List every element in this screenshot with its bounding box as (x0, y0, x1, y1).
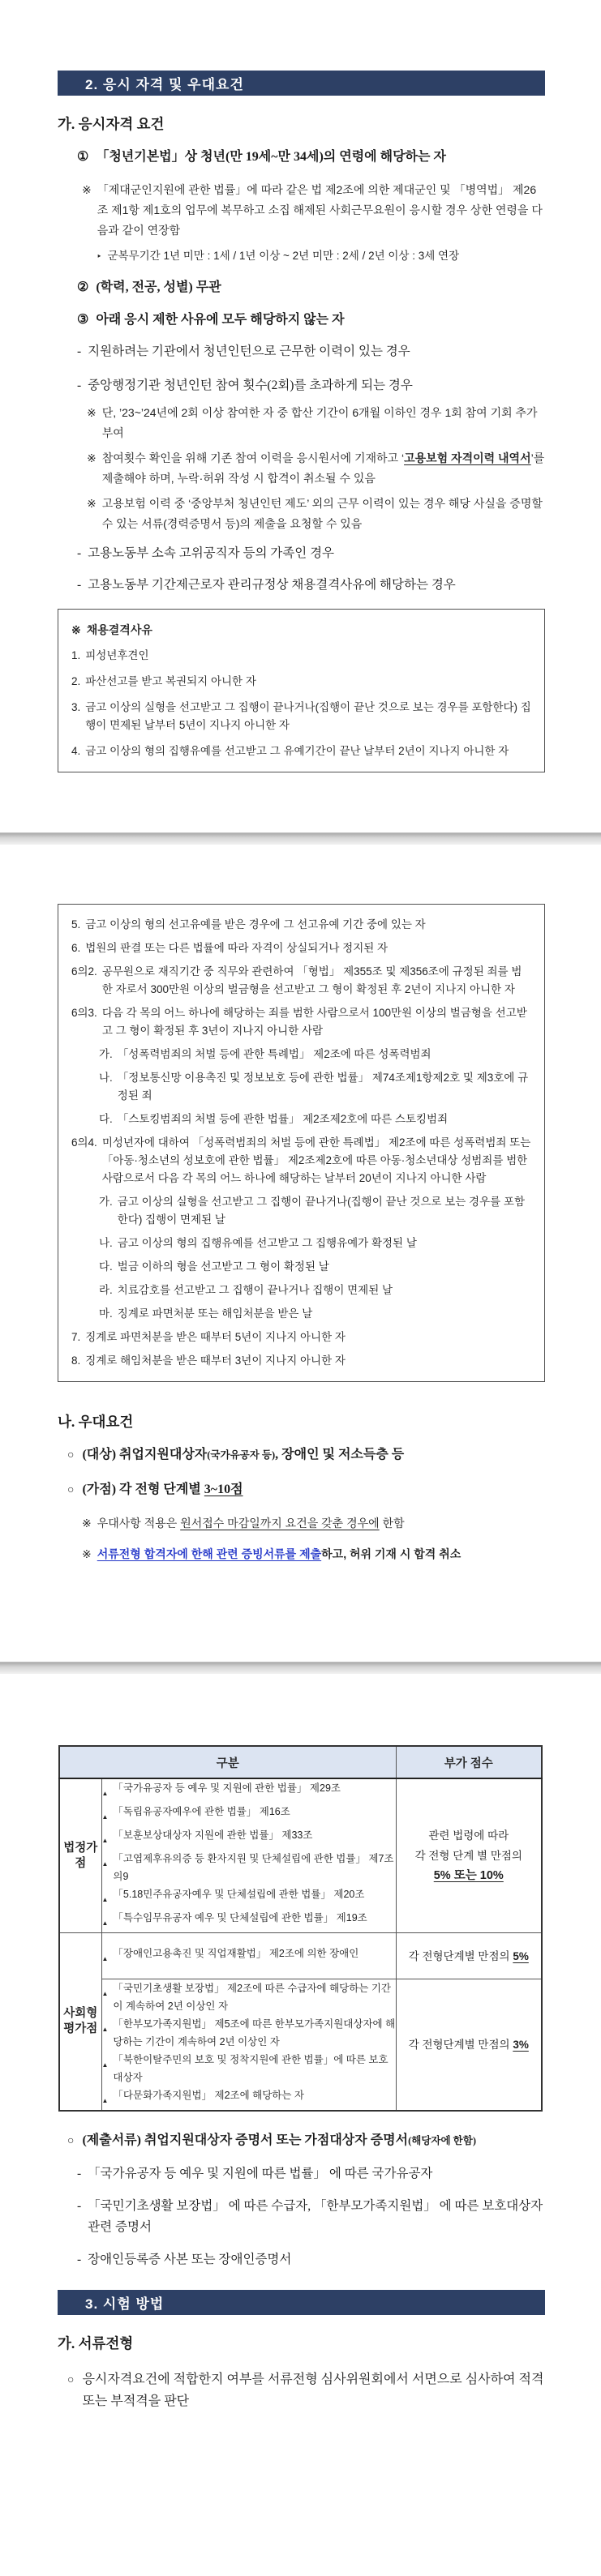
dash-marker: - (77, 546, 82, 560)
item-text: 미성년자에 대하여 「성폭력범죄의 처벌 등에 관한 특례법」 제2조에 따른 성폭력범죄 또는 「아동·청소년의 성보호에 관한 법률」 제2조제2호에 따른 아동·청소년대상 성범죄를 범한 사람으로서 다음 각 목의 어느 하나에 해당하는 날부터 20년이 지나지 아니한 사람 (101, 1136, 531, 1184)
item-text: 금고 이상의 실형을 선고받고 그 집행이 끝나거나(집행이 끝난 것으로 보는 경우를 포함한다) 집행이 면제된 날 (117, 1196, 525, 1226)
disabled-law (101, 1933, 396, 1979)
circle-marker: ○ (67, 1484, 75, 1496)
item-number: 6. (71, 942, 81, 954)
document-screening-desc-text: 응시자격요건에 적합한지 여부를 서류전형 심사위원회에서 서면으로 심사하여 적격 또는 부적격을 판단 (82, 2373, 544, 2408)
law-bullet (102, 1979, 396, 2015)
note-participation-count (87, 403, 545, 443)
doc-item-1-text: 「국가유공자 등 예우 및 지원에 따른 법률」 에 따른 국가유공자 (88, 2167, 433, 2180)
note-insurance-emphasis: 고용보험 자격이력 내역서 (404, 451, 531, 464)
item-text: 파산선고를 받고 복권되지 아니한 자 (85, 675, 256, 687)
law-bullet (102, 1826, 396, 1850)
law-bullet (102, 1803, 396, 1826)
doc-item-2-text: 「국민기초생활 보장법」 에 따른 수급자, 「한부모가족지원법」 에 따른 보호대상자 관련 증명서 (88, 2199, 543, 2234)
doc-item-3-text: 장애인등록증 사본 또는 장애인증명서 (88, 2253, 292, 2266)
note-deadline-text (97, 1513, 405, 1534)
item-text: 치료감호를 선고받고 그 집행이 끝나거나 집행이 면제된 날 (117, 1284, 393, 1296)
law-bullet (102, 2086, 396, 2110)
requirement-age-text: 「청년기본법」상 청년(만 19세~만 34세)의 연령에 해당하는 자 (96, 150, 446, 164)
note-insurance-record (87, 448, 545, 489)
item-number: 4. (71, 745, 81, 757)
law-bullet (102, 1945, 396, 1968)
law-bullet (102, 2015, 396, 2051)
target-part2: , 장애인 및 저소득층 등 (275, 1448, 405, 1461)
item-text: 공무원으로 재직기간 중 직무와 관련하여 「형법」 제355조 및 제356조에 규정된 죄를 범한 자로서 300만원 이상의 벌금형을 선고받고 그 형이 확정된 후 2년이 지나지 아니한 자 (101, 965, 522, 995)
score-value: 3% (513, 2039, 529, 2051)
item-text: 「성폭력범죄의 처벌 등에 관한 특례법」 제2조에 따른 성폭력범죄 (117, 1048, 431, 1060)
score-value: 5% (513, 1949, 529, 1962)
requirement-education-text: (학력, 전공, 성별) 무관 (96, 280, 221, 294)
requirement-restrictions-text: 아래 응시 제한 사유에 모두 해당하지 않는 자 (96, 313, 345, 327)
target-label: (대상) (82, 1448, 117, 1461)
disqualification-subitem (99, 1305, 531, 1323)
disqualification-subitem (99, 1046, 531, 1063)
preference-target-text (82, 1445, 404, 1466)
law-bullet (102, 1909, 396, 1932)
triangle-bullet-icon: ▲ (101, 2026, 109, 2033)
restriction-item-3 (77, 545, 545, 563)
law-text: 「보훈보상대상자 지원에 관한 법률」 제33조 (113, 1829, 313, 1841)
heading-eligibility: 가. 응시자격 요건 (58, 116, 165, 132)
doc-item-1 (77, 2165, 545, 2183)
item-number: 가. (99, 1048, 113, 1060)
disqualification-item (71, 1134, 531, 1187)
page-break-divider (0, 832, 601, 845)
item-text: 「스토킹범죄의 처벌 등에 관한 법률」 제2조제2호에 따른 스토킹범죄 (117, 1113, 449, 1125)
law-bullet (102, 2051, 396, 2086)
deadline-underlined: 원서접수 마감일까지 요건을 갖춘 경우에 (180, 1517, 380, 1530)
item-text: 금고 이상의 형의 집행유예를 선고받고 그 집행유예가 확정된 날 (117, 1237, 417, 1249)
table-header-category: 구분 (59, 1746, 396, 1778)
disqualification-item (71, 1329, 531, 1346)
section-2-title: 2. 응시 자격 및 우대요건 (85, 77, 244, 92)
triangle-bullet-icon: ▲ (101, 1860, 109, 1868)
requirement-restrictions (77, 310, 545, 330)
docs-part1: 취업지원대상자 증명서 또는 가점대상자 증명서 (140, 2133, 409, 2147)
law-text: 「국가유공자 등 예우 및 지원에 관한 법률」 제29조 (113, 1782, 341, 1794)
item-number: 다. (99, 1113, 113, 1125)
triangle-bullet-icon: ▲ (101, 1919, 109, 1927)
requirement-age (77, 148, 545, 167)
disqualification-item (71, 916, 531, 934)
restriction-item-2-text: 중앙행정기관 청년인턴 참여 횟수(2회)를 초과하게 되는 경우 (88, 379, 413, 392)
submit-docs-text (82, 2131, 476, 2151)
disqualification-box-1 (58, 609, 545, 772)
item-number: 가. (99, 1196, 113, 1208)
heading-document-screening: 가. 서류전형 (58, 2335, 134, 2351)
triangle-bullet-icon: ▲ (101, 2097, 109, 2104)
item-text: 다음 각 목의 어느 하나에 해당하는 죄를 범한 사람으로서 100만원 이상의 벌금형을 선고받고 그 형이 확정된 후 3년이 지나지 아니한 사람 (101, 1007, 527, 1037)
item-text: 징계로 파면처분 또는 해임처분을 받은 날 (117, 1307, 313, 1320)
section-2-title-bar (58, 71, 545, 96)
submit-proof-blue: 서류전형 합격자에 한해 관련 증빙서류를 제출 (97, 1547, 322, 1560)
top-margin (0, 0, 601, 71)
bonus-points: 3~10점 (204, 1483, 243, 1496)
triangle-bullet-icon: ‣ (97, 252, 102, 262)
table-header-row (59, 1746, 542, 1778)
disqualification-item (71, 963, 531, 999)
table-header-points: 부가 점수 (396, 1746, 542, 1778)
dash-marker: - (77, 379, 82, 392)
note-participation-count-text: 단, ’23~’24년에 2회 이상 참여한 자 중 합산 기간이 6개월 이하인 경우 1회 참여 기회 추가 부여 (101, 406, 538, 439)
bonus-label: (가점) (82, 1483, 117, 1496)
item-number: 7. (71, 1331, 81, 1343)
circle-marker: ○ (67, 2135, 75, 2147)
score-line3: 5% 또는 10% (433, 1869, 504, 1882)
disqualification-subitem (99, 1193, 531, 1229)
note-military-period (97, 248, 545, 265)
note-veteran-text: 「제대군인지원에 관한 법률」에 따라 같은 법 제2조에 의한 제대군인 및 「병역법」 제26조 제1항 제1호의 업무에 복무하고 소집 해제된 사회근무요원이 응시할 경우 상한 연령을 다음과 같이 연장함 (97, 183, 543, 237)
item-number: 마. (99, 1307, 113, 1320)
section-3-title: 3. 시험 방법 (85, 2296, 165, 2312)
item-text: 금고 이상의 형의 집행유예를 선고받고 그 유예기간이 끝난 날부터 2년이 지나지 아니한 자 (85, 745, 509, 757)
preference-target-line (67, 1445, 545, 1466)
disqualification-title (71, 621, 531, 639)
note-insurance-part1: 참여횟수 확인을 위해 기존 참여 이력을 응시원서에 기재하고 ‘ (101, 451, 405, 464)
note-insurance-record-text (102, 448, 545, 489)
disqualification-subitem (99, 1258, 531, 1276)
item-text: 법원의 판결 또는 다른 법률에 따라 자격이 상실되거나 정지된 자 (85, 942, 389, 954)
deadline-part1: 우대사항 적용은 (97, 1517, 181, 1530)
item-number: 다. (99, 1260, 113, 1273)
preference-bonus-text (82, 1480, 243, 1500)
note-military-period-text: 군복무기간 1년 미만 : 1세 / 1년 이상 ~ 2년 미만 : 2세 / 2년 이상 : 3세 연장 (107, 250, 460, 262)
disqualification-subitem (99, 1069, 531, 1105)
item-text: 징계로 파면처분을 받은 때부터 5년이 지나지 아니한 자 (85, 1331, 346, 1343)
dash-marker: - (77, 2199, 82, 2213)
target-small: (국가유공자 등) (207, 1449, 276, 1461)
document-screening-desc (67, 2368, 545, 2412)
item-text: 금고 이상의 실형을 선고받고 그 집행이 끝나거나(집행이 끝난 것으로 보는 경우를 포함한다) 집행이 면제된 날부터 5년이 지나지 아니한 자 (85, 701, 531, 731)
item-number: 나. (99, 1237, 113, 1249)
restriction-item-2 (77, 377, 545, 395)
triangle-bullet-icon: ▲ (101, 1790, 109, 1797)
score-text: 각 전형단계별 만점의 (408, 2039, 513, 2051)
target-part1: 취업지원대상자 (116, 1448, 208, 1461)
section-3-title-bar (58, 2290, 545, 2315)
item-number: 6의4. (71, 1136, 97, 1149)
preference-points-table (58, 1745, 543, 2112)
disqualification-subitem (99, 1110, 531, 1128)
law-bullet (102, 1885, 396, 1909)
legal-bonus-label: 법정가점 (59, 1778, 101, 1933)
item-number: 3. (71, 701, 81, 713)
restriction-item-1 (77, 343, 545, 361)
dash-marker: - (77, 344, 82, 358)
law-text: 「다문화가족지원법」 제2조에 해당하는 자 (113, 2090, 304, 2101)
note-marker: ※ (71, 623, 81, 636)
note-submit-proof (82, 1544, 545, 1564)
disqualification-item (71, 647, 531, 665)
note-marker: ※ (82, 1517, 92, 1530)
table-row-disabled (59, 1933, 542, 1979)
item-text: 「정보통신망 이용촉진 및 정보보호 등에 관한 법률」 제74조제1항제2호 및 제3호에 규정된 죄 (117, 1072, 529, 1102)
law-text: 「독립유공자예우에 관한 법률」 제16조 (113, 1806, 290, 1817)
triangle-bullet-icon: ▲ (101, 2061, 109, 2069)
triangle-bullet-icon: ▲ (101, 1896, 109, 1903)
law-text: 「특수임무유공자 예우 및 단체설립에 관한 법률」 제19조 (113, 1912, 367, 1923)
triangle-bullet-icon: ▲ (101, 1990, 109, 1997)
deadline-part2: 한함 (379, 1517, 405, 1530)
dash-marker: - (77, 2253, 82, 2266)
item-text: 금고 이상의 형의 선고유예를 받은 경우에 그 선고유예 기간 중에 있는 자 (85, 918, 426, 931)
item-text: 징계로 해임처분을 받은 때부터 3년이 지나지 아니한 자 (85, 1354, 346, 1367)
social-score (396, 1979, 542, 2112)
disqualification-item (71, 673, 531, 691)
table-row-social (59, 1979, 542, 2112)
submit-proof-rest: 하고, 허위 기재 시 합격 취소 (321, 1547, 461, 1560)
note-work-history-text: 고용보험 이력 중 ‘중앙부처 청년인턴 제도’ 외의 근무 이력이 있는 경우 해당 사실을 증명할 수 있는 서류(경력증명서 등)의 제출을 요청할 수 있음 (101, 497, 543, 530)
triangle-bullet-icon: ▲ (101, 1954, 109, 1962)
circle-marker: ○ (67, 2374, 75, 2386)
note-submit-proof-text (97, 1544, 461, 1564)
restriction-item-4-text: 고용노동부 기간제근로자 관리규정상 채용결격사유에 해당하는 경우 (88, 578, 456, 592)
disqualification-item (71, 1352, 531, 1370)
item-number: 5. (71, 918, 81, 931)
item-number: 나. (99, 1072, 113, 1084)
preference-bonus-line (67, 1480, 545, 1500)
item-number: 8. (71, 1354, 81, 1367)
note-marker: ※ (87, 406, 97, 419)
note-marker: ※ (82, 1547, 92, 1560)
note-marker: ※ (87, 497, 97, 510)
law-text: 「5.18민주유공자예우 및 단체설립에 관한 법률」 제20조 (113, 1889, 365, 1900)
law-text: 「장애인고용촉진 및 직업재활법」 제2조에 의한 장애인 (113, 1947, 359, 1959)
restriction-item-4 (77, 576, 545, 594)
disqualification-item (71, 699, 531, 734)
law-text: 「고엽제후유의증 등 환자지원 및 단체설립에 관한 법률」 제7조의9 (113, 1853, 394, 1882)
social-laws (101, 1979, 396, 2112)
circle-number-1: ① (77, 150, 89, 164)
item-number: 2. (71, 675, 81, 687)
note-veteran (82, 180, 545, 241)
note-work-history (87, 494, 545, 534)
circle-marker: ○ (67, 1449, 75, 1461)
item-number: 6의3. (71, 1007, 97, 1019)
disqualification-subitem (99, 1235, 531, 1252)
law-bullet (102, 1779, 396, 1803)
score-line2: 각 전형 단계 별 만점의 (414, 1850, 522, 1862)
heading-preference: 나. 우대요건 (58, 1414, 134, 1430)
requirement-education (77, 278, 545, 297)
law-text: 「북한이탈주민의 보호 및 정착지원에 관한 법률」에 따른 보호대상자 (113, 2054, 389, 2083)
item-number: 6의2. (71, 965, 97, 978)
disqualification-item (71, 742, 531, 760)
score-text: 각 전형단계별 만점의 (408, 1949, 513, 1962)
page-break-divider (0, 1662, 601, 1674)
item-number: 라. (99, 1284, 113, 1296)
item-text: 벌금 이하의 형을 선고받고 그 형이 확정된 날 (117, 1260, 329, 1273)
docs-small: (해당자에 한함) (408, 2135, 476, 2146)
docs-label: (제출서류) (82, 2133, 141, 2147)
table-row-legal (59, 1778, 542, 1933)
disqualification-item (71, 939, 531, 957)
triangle-bullet-icon: ▲ (101, 1813, 109, 1821)
circle-number-2: ② (77, 280, 89, 294)
law-text: 「국민기초생활 보장법」 제2조에 따른 수급자에 해당하는 기간이 계속하여 2년 이상인 자 (113, 1983, 392, 2012)
item-text: 피성년후견인 (85, 649, 149, 661)
social-equity-label: 사회형평가점 (59, 1933, 101, 2112)
note-marker: ※ (82, 183, 92, 196)
submit-docs-line (67, 2131, 545, 2151)
restriction-item-1-text: 지원하려는 기관에서 청년인턴으로 근무한 이력이 있는 경우 (88, 344, 410, 358)
circle-number-3: ③ (77, 313, 89, 327)
triangle-bullet-icon: ▲ (101, 1837, 109, 1844)
disqualification-item (71, 1004, 531, 1040)
bonus-part1: 각 전형 단계별 (116, 1483, 204, 1496)
disqualification-box-2 (58, 904, 545, 1382)
note-deadline (82, 1513, 545, 1534)
note-marker: ※ (87, 451, 97, 464)
score-line1: 관련 법령에 따라 (428, 1829, 509, 1842)
disabled-score (396, 1933, 542, 1979)
dash-marker: - (77, 2167, 82, 2180)
dash-marker: - (77, 578, 82, 592)
doc-item-2 (77, 2196, 545, 2238)
doc-item-3 (77, 2251, 545, 2269)
law-bullet (102, 1850, 396, 1885)
disqualification-subitem (99, 1282, 531, 1299)
disqualification-title-text: 채용결격사유 (86, 623, 152, 636)
legal-bonus-laws (101, 1778, 396, 1933)
restriction-item-3-text: 고용노동부 소속 고위공직자 등의 가족인 경우 (88, 546, 335, 560)
note-insurance-part2: ’를 제출해야 하며, 누락·허위 작성 시 합격이 취소될 수 있음 (101, 451, 545, 485)
legal-bonus-score (396, 1778, 542, 1933)
item-number: 1. (71, 649, 81, 661)
law-text: 「한부모가족지원법」 제5조에 따른 한부모가족지원대상자에 해당하는 기간이 계속하여 2년 이상인 자 (113, 2018, 396, 2048)
